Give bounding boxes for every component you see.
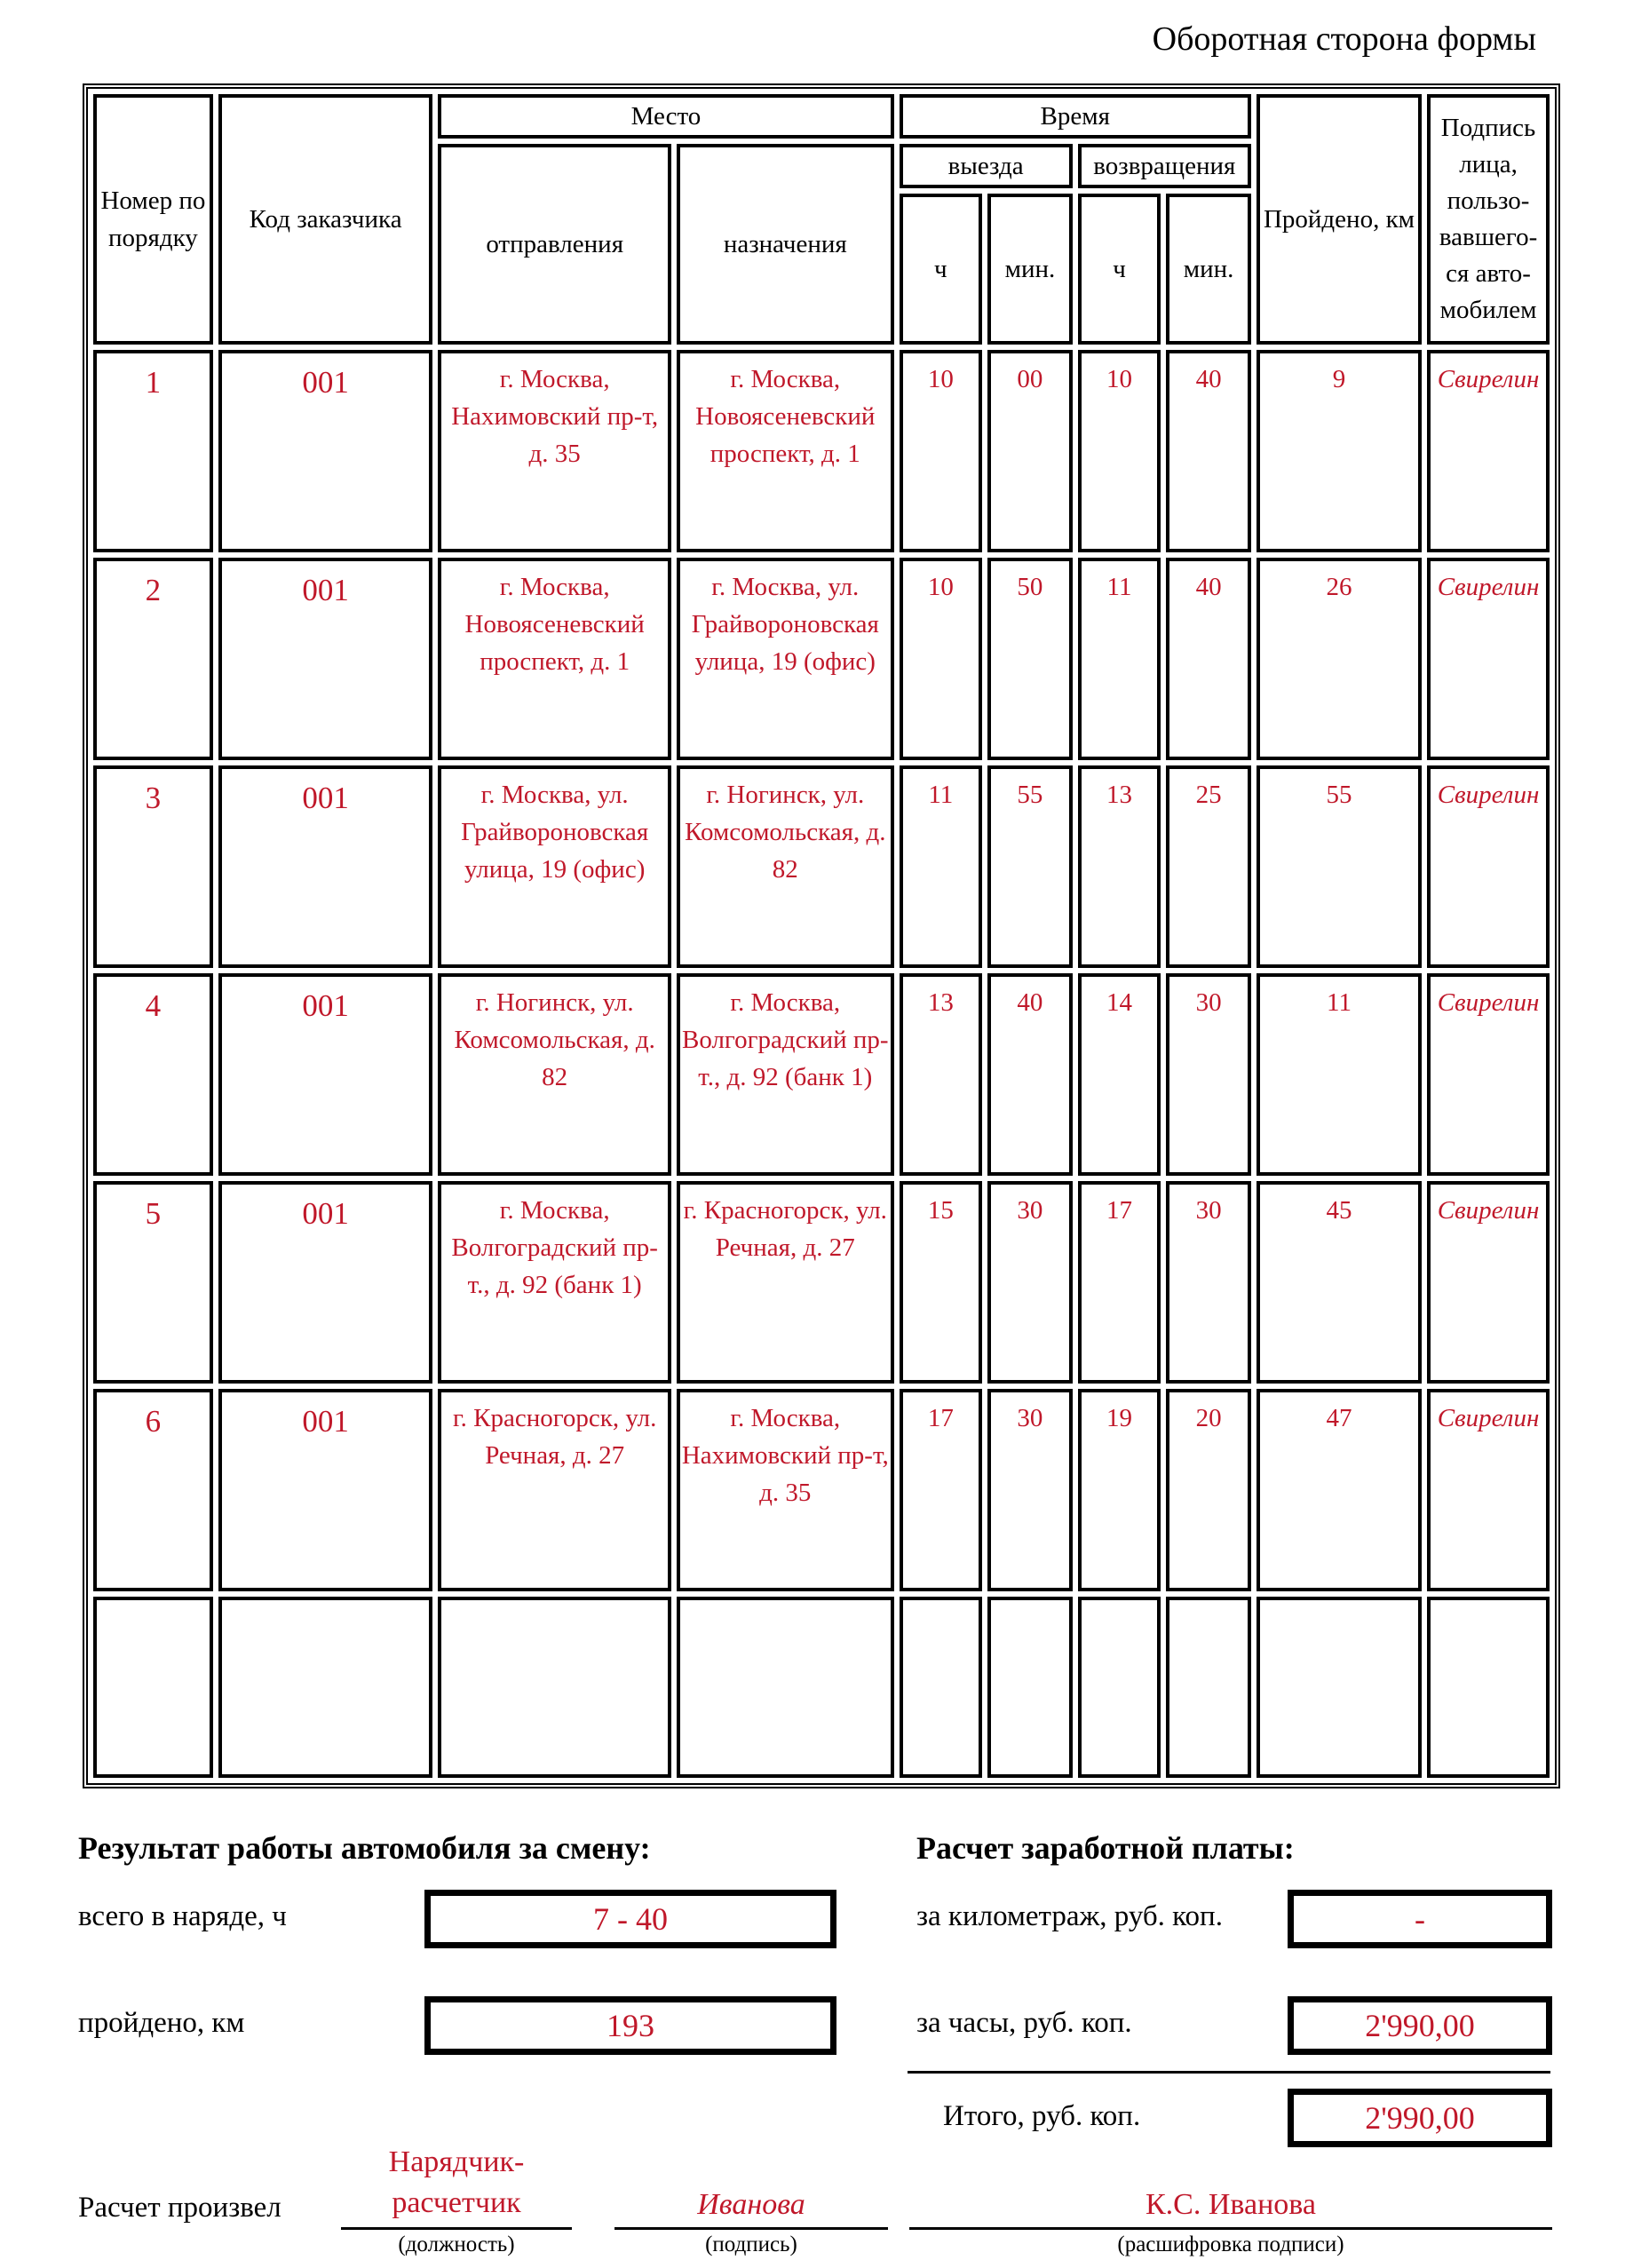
total-pay-label: Итого, руб. коп. <box>943 2100 1141 2132</box>
form-side-title: Оборотная сторона формы <box>1152 20 1536 58</box>
signature-caption: (подпись) <box>705 2232 797 2256</box>
row-client-code: 001 <box>218 1181 433 1384</box>
row-to: г. Ногинск, ул. Комсомольская, д. 82 <box>677 765 894 968</box>
row-dep-minutes: 55 <box>987 765 1073 968</box>
row-to: г. Москва, Новоясеневский проспект, д. 1 <box>677 350 894 552</box>
header-time: Время <box>900 94 1251 139</box>
row-dep-minutes: 30 <box>987 1181 1073 1384</box>
row-from: г. Москва, Нахимовский пр-т, д. 35 <box>438 350 671 552</box>
distance-field: 193 <box>424 1996 836 2055</box>
signature-line <box>614 2227 888 2230</box>
table-row <box>93 973 1550 1176</box>
table-row <box>93 1181 1550 1384</box>
row-ret-hours: 17 <box>1078 1181 1161 1384</box>
header-signature: Подпись лица, пользо-вавшего-ся авто-мобилем <box>1427 94 1550 345</box>
header-distance: Пройдено, км <box>1257 94 1422 345</box>
results-title: Результат работы автомобиля за смену: <box>78 1830 651 1866</box>
row-km: 11 <box>1257 973 1422 1176</box>
header-departure-place: отправления <box>438 144 671 345</box>
row-signature: Свирелин <box>1427 558 1550 760</box>
row-from: г. Москва, ул. Грайвороновская улица, 19 (офис) <box>438 765 671 968</box>
row-num: 3 <box>93 765 213 968</box>
row-num: 6 <box>93 1389 213 1591</box>
header-client-code: Код заказчика <box>218 94 433 345</box>
row-signature: Свирелин <box>1427 973 1550 1176</box>
row-ret-hours: 10 <box>1078 350 1161 552</box>
row-from: г. Красногорск, ул. Речная, д. 27 <box>438 1389 671 1591</box>
total-pay-field: 2'990,00 <box>1288 2089 1552 2147</box>
row-km: 9 <box>1257 350 1422 552</box>
row-km: 26 <box>1257 558 1422 760</box>
header-ret-hours: ч <box>1078 194 1161 345</box>
row-dep-minutes: 40 <box>987 973 1073 1176</box>
row-signature: Свирелин <box>1427 350 1550 552</box>
row-to: г. Красногорск, ул. Речная, д. 27 <box>677 1181 894 1384</box>
row-from: г. Москва, Волгоградский пр-т., д. 92 (банк 1) <box>438 1181 671 1384</box>
header-ret-minutes: мин. <box>1166 194 1251 345</box>
row-km: 47 <box>1257 1389 1422 1591</box>
row-signature: Свирелин <box>1427 1181 1550 1384</box>
calc-by-label: Расчет произвел <box>78 2192 281 2224</box>
header-return: возвращения <box>1078 144 1251 188</box>
trip-table <box>83 83 1560 1788</box>
header-destination: назначения <box>677 144 894 345</box>
row-client-code: 001 <box>218 973 433 1176</box>
signature-value: Иванова <box>697 2188 805 2221</box>
row-dep-hours: 11 <box>900 765 983 968</box>
row-ret-hours: 11 <box>1078 558 1161 760</box>
header-dep-hours: ч <box>900 194 983 345</box>
row-km: 55 <box>1257 765 1422 968</box>
empty-cell <box>987 1597 1073 1778</box>
row-client-code: 001 <box>218 765 433 968</box>
table-row <box>93 765 1550 968</box>
row-dep-minutes: 00 <box>987 350 1073 552</box>
salary-title: Расчет заработной платы: <box>916 1830 1295 1866</box>
row-ret-hours: 14 <box>1078 973 1161 1176</box>
total-hours-field: 7 - 40 <box>424 1890 836 1948</box>
row-dep-minutes: 50 <box>987 558 1073 760</box>
empty-cell <box>438 1597 671 1778</box>
row-ret-minutes: 30 <box>1166 973 1251 1176</box>
empty-cell <box>93 1597 213 1778</box>
row-ret-minutes: 20 <box>1166 1389 1251 1591</box>
km-pay-label: за километраж, руб. коп. <box>916 1900 1223 1932</box>
empty-cell <box>677 1597 894 1778</box>
row-dep-minutes: 30 <box>987 1389 1073 1591</box>
row-num: 5 <box>93 1181 213 1384</box>
table-row <box>93 1389 1550 1591</box>
row-km: 45 <box>1257 1181 1422 1384</box>
row-from: г. Москва, Новоясеневский проспект, д. 1 <box>438 558 671 760</box>
row-signature: Свирелин <box>1427 1389 1550 1591</box>
total-hours-label: всего в наряде, ч <box>78 1900 287 1932</box>
empty-cell <box>218 1597 433 1778</box>
empty-cell <box>1257 1597 1422 1778</box>
distance-label: пройдено, км <box>78 2007 245 2039</box>
row-num: 1 <box>93 350 213 552</box>
header-num: Номер по порядку <box>93 94 213 345</box>
row-ret-minutes: 40 <box>1166 350 1251 552</box>
km-pay-field: - <box>1288 1890 1552 1948</box>
row-ret-minutes: 25 <box>1166 765 1251 968</box>
empty-cell <box>900 1597 983 1778</box>
row-to: г. Москва, ул. Грайвороновская улица, 19 (офис) <box>677 558 894 760</box>
row-ret-minutes: 30 <box>1166 1181 1251 1384</box>
row-dep-hours: 13 <box>900 973 983 1176</box>
position-line <box>341 2227 572 2230</box>
row-to: г. Москва, Волгоградский пр-т., д. 92 (банк 1) <box>677 973 894 1176</box>
table-row <box>93 558 1550 760</box>
total-divider <box>908 2071 1550 2074</box>
position-caption: (должность) <box>398 2232 515 2256</box>
row-to: г. Москва, Нахимовский пр-т, д. 35 <box>677 1389 894 1591</box>
empty-cell <box>1166 1597 1251 1778</box>
row-ret-hours: 13 <box>1078 765 1161 968</box>
row-num: 4 <box>93 973 213 1176</box>
row-dep-hours: 10 <box>900 350 983 552</box>
empty-cell <box>1427 1597 1550 1778</box>
position-value: Нарядчик-расчетчик <box>388 2145 525 2219</box>
row-client-code: 001 <box>218 558 433 760</box>
row-dep-hours: 10 <box>900 558 983 760</box>
table-row-empty <box>93 1597 1550 1778</box>
row-dep-hours: 15 <box>900 1181 983 1384</box>
decoding-value: К.С. Иванова <box>1146 2188 1316 2221</box>
table-row <box>93 350 1550 552</box>
decoding-line <box>909 2227 1552 2230</box>
hours-pay-field: 2'990,00 <box>1288 1996 1552 2055</box>
hours-pay-label: за часы, руб. коп. <box>916 2007 1132 2039</box>
row-ret-hours: 19 <box>1078 1389 1161 1591</box>
row-client-code: 001 <box>218 1389 433 1591</box>
decoding-caption: (расшифровка подписи) <box>1117 2232 1344 2256</box>
header-departure: выезда <box>900 144 1073 188</box>
row-ret-minutes: 40 <box>1166 558 1251 760</box>
header-place: Место <box>438 94 893 139</box>
row-signature: Свирелин <box>1427 765 1550 968</box>
row-dep-hours: 17 <box>900 1389 983 1591</box>
empty-cell <box>1078 1597 1161 1778</box>
row-client-code: 001 <box>218 350 433 552</box>
header-dep-minutes: мин. <box>987 194 1073 345</box>
row-from: г. Ногинск, ул. Комсомольская, д. 82 <box>438 973 671 1176</box>
row-num: 2 <box>93 558 213 760</box>
